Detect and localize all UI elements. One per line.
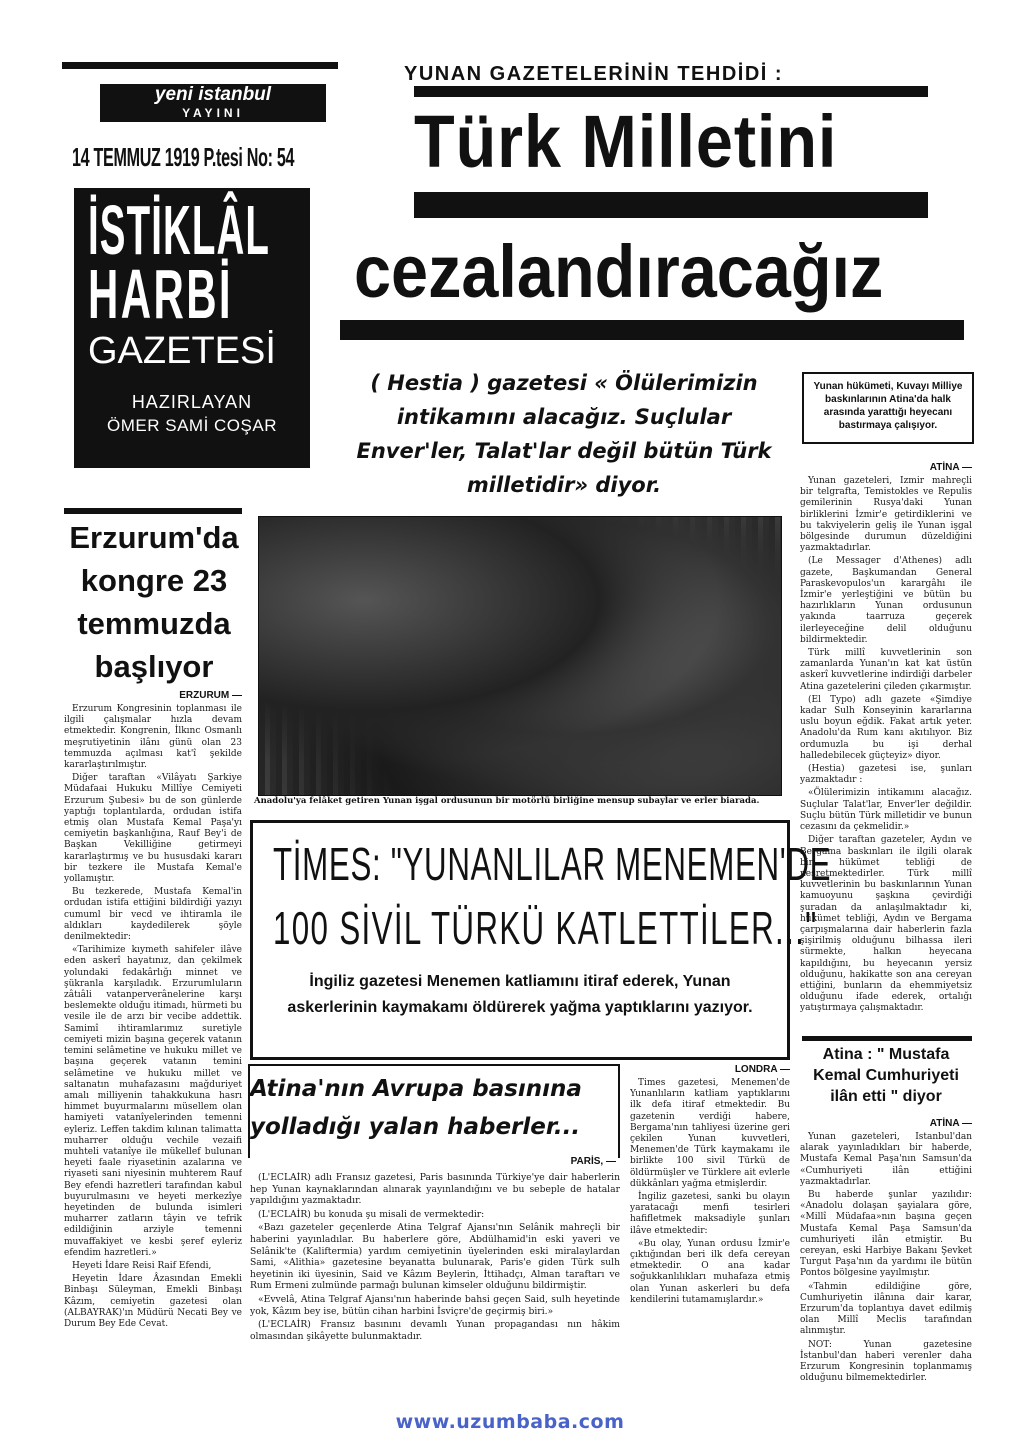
right-paragraph: (Le Messager d'Athenes) adlı gazete, Başkumandan General Paraskevopulos'un karargâhı ile İzmir'e yerleştiğini ve bütün bu hazırlıkların Yunan ordusunun yakında taarruza geçerek ilerleyeceğine delil olduğunu bildirmektedir.	[800, 556, 972, 645]
photo-caption: Anadolu'ya felâket getiren Yunan işgal ordusunun bir motörlü birliğine mensup subaylar ve erler biarada.	[254, 796, 760, 806]
headline-line-2: cezalandıracağız	[354, 230, 884, 313]
ataturk-paragraph: Bu haberde şunlar yazılıdır: «Anadolu dolaşan şayialara göre, «Millî Müdafaa»nın başına geçen Mustafa Kemal Paşa Samsun'da cumhuriyeti ilân etmiştir. Bu cereyan, eski Harbiye Bakanı Şevket Turgut Paşa'nın da yardımı ile bütün Pontos bölgesine yayılmıştır.	[800, 1190, 972, 1279]
kicker-rule	[414, 86, 928, 97]
london-paragraph: İngiliz gazetesi, sanki bu olayın yaratacağı menfi tesirleri hafifletmek maksadiyle şunları ilâve etmektedir:	[630, 1192, 790, 1236]
london-dateline: LONDRA —	[734, 1064, 790, 1075]
erzurum-dateline: ERZURUM —	[179, 690, 242, 701]
paris-paragraph: (L'ECLAİR) adlı Fransız gazetesi, Paris basınında Türkiye'ye dair haberlerin hep Yunan kaynaklarından alınarak yayınlandığını ve bu sebeple de hatalar yapıldığını yazmaktadır.	[250, 1172, 620, 1207]
erzurum-body	[64, 704, 242, 1418]
paris-paragraph: (L'ECLAİR) Fransız basınını devamlı Yunan propagandası nın hâkim olmasından şikâyette bulunmaktadır.	[250, 1319, 620, 1342]
prepared-by: HAZIRLAYAN	[131, 392, 253, 412]
right-paragraph: (El Typo) adlı gazete «Şimdiye kadar Sulh Konseyinin kararlarına uslu boyun eğdik. Fakat artık yeter. Anadolu'da Rum kanı akıtılıyor. Biz ordumuzla bu işi derhal halledebilecek güçteyiz» diyor.	[800, 694, 972, 761]
headline-line-1: Türk Milletini	[414, 100, 838, 183]
ataturk-paragraph: Yunan gazeteleri, İstanbul'dan alarak yayınladıkları bir haberde, Mustafa Kemal Paşa'nın Samsun'da «Cumhuriyeti ilân ettiğini yazmaktadırlar.	[800, 1132, 972, 1187]
author: ÖMER SAMİ COŞAR	[107, 416, 277, 435]
issue-line: 14 TEMMUZ 1919 P.tesi No: 54	[72, 142, 295, 172]
headline-kicker: YUNAN GAZETELERİNİN TEHDİDİ :	[404, 63, 784, 85]
erzurum-headline: Erzurum'da kongre 23 temmuzda başlıyor	[69, 520, 239, 684]
london-paragraph: Times gazetesi, Menemen'de Yunanlıların katliam yaptıklarını ilk defa itiraf etmektedir. Bu gazetenin verdiği habere, Bergama'nın tahliyesi üzerine geri çekilen Yunan kuvvetleri, Menemen'de Türk kaymakamı ile birlikte 100 sivil Türkü de öldürmüşler ve Türklere ait evlerle dükkânları yağma etmişlerdir.	[630, 1078, 790, 1189]
right-boxed-note: Yunan hükümeti, Kuvayı Milliye baskınlarının Atina'da halk arasında yarattığı heyecanı bastırmaya çalışıyor.	[802, 372, 974, 444]
right-paragraph: Diğer taraftan gazeteler, Aydın ve Bergama baskınları ile ilgili olarak bir hükümet tebliği de neşretmektedirler. Türk millî kuvvetlerinin bu baskınlarının Yunan kamuoyunu şaşkına çevirdiği şuradan da anlaşılmaktadır ki, hükümet tebliği, Aydın ve Bergama çarpışmalarına dair haberlerin fazla şişirilmiş olduğunu bilhassa ileri sürmekte, halkın heyecana kapıldığını, bu heyecanın yersiz olduğunu, hakikatte son ana cereyan ettiğini, bunların da ehemmiyetsiz olduğunu ifade ederek, ortalığı yatıştırmaya çalışmaktadır.	[800, 835, 972, 1014]
news-photo	[258, 516, 782, 796]
times-headline-2: 100 SİVİL TÜRKÜ KATLETTİLER..."	[273, 902, 818, 954]
masthead-rule	[62, 62, 338, 69]
headline-rule-2	[340, 320, 964, 340]
paris-paragraph: «Bazı gazeteler geçenlerde Atina Telgraf Ajansı'nın Selânik mahreçli bir haberini yayınladılar. Bu haberlere göre, Abdülhamid'in eski yaveri ve Selânik'te (Kaliftermia) yardım cemiyetinin üyelerinden eski miralaylardan Sami, «Alithia» gazetesine beyanatta bulunarak, Paris'e giden Türk sulh heyetinin iki üyesinin, Said ve Kâzım Beylerin, İttihadçı, Alman taraftarı ve Rum Ermeni zulmünde parmağı bulunan kimseler olduğunu bildirmiştir.	[250, 1222, 620, 1292]
london-paragraph: «Bu olay, Yunan ordusu İzmir'e çıktığından beri ilk defa cereyan etmektedir. O ana kadar soğukkanlılıkları muhafaza etmiş olan Yunan askerleri bu defa kendilerini tutamamışlardır.»	[630, 1238, 790, 1305]
paris-paragraph: «Evvelâ, Atina Telgraf Ajansı'nın haberinde bahsi geçen Said, sulh heyetinde yok, Kâzım bey ise, bütün cihan harbini İsviçre'de geçirmiş biri.»	[250, 1293, 620, 1317]
ataturk-dateline: ATİNA —	[929, 1118, 972, 1129]
headline-deck: ( Hestia ) gazetesi « Ölülerimizin intikamını alacağız. Suçlular Enver'ler, Talat'lar değil bütün Türk milletidir» diyor.	[356, 371, 772, 497]
erzurum-paragraph: Erzurum Kongresinin toplanması ile ilgili çalışmalar hızla devam etmektedir. Kongrenin, İlkınc Osmanlı meşrutiyetinin ilânı günü olan 23 temmuzda açılması kat'î şekilde kararlaştırılmıştır.	[64, 704, 242, 771]
paper-logo	[74, 188, 310, 468]
right-rule	[802, 1036, 972, 1041]
ataturk-paragraph: NOT: Yunan gazetesine İstanbul'dan haberi verenler daha Erzurum Kongresinin toplanmamış olduğunu bilmemektedirler.	[800, 1339, 972, 1384]
right-paragraph: «Ölülerimizin intikamını alacağız. Suçlular Talat'lar, Enver'ler değildir. Suçlu bütün Türk milletidir ve bunun cezasını da çekmelidir.»	[800, 788, 972, 833]
right-body	[800, 476, 972, 1030]
right-dateline: ATİNA —	[929, 462, 972, 473]
brand-sub: YAYINI	[182, 106, 244, 120]
ataturk-headline: Atina : " Mustafa Kemal Cumhuriyeti ilân etti " diyor	[813, 1046, 959, 1105]
masthead	[62, 62, 338, 180]
ataturk-paragraph: «Tahmin edildiğine göre, Cumhuriyetin ilânına dair karar, Erzurum'da toplantıya davet edilmiş olan Millî Meclis tarafından alınmıştır.	[800, 1281, 972, 1337]
times-headline-1: TİMES: "YUNANLILAR MENEMEN'DE	[273, 838, 832, 890]
right-paragraph: Yunan gazeteleri, İzmir mahreçli bir telgrafta, Temistokles ve Repulis gemilerinin Rusya'daki Yunan birliklerini İzmir'e getirdiklerini ve bu takviyelerin geliş ile Yunan işgal bölgesinde durumun düzeldiğini yazmaktadırlar.	[800, 476, 972, 554]
ataturk-body	[800, 1132, 972, 1422]
erzurum-paragraph: Heyeti İdare Reisi Raif Efendi,	[72, 1260, 212, 1271]
paris-headline: Atina'nın Avrupa basınına yolladığı yalan haberler...	[250, 1076, 582, 1140]
right-paragraph: Türk millî kuvvetlerinin son zamanlarda Yunan'ın kat kat üstün askerî kuvvetlerine indirdiği darbeler Atina gazetelerini çileden çıkarmıştır.	[800, 648, 972, 692]
brand-name: yeni istanbul	[154, 84, 272, 105]
times-box	[250, 820, 832, 1060]
times-deck: İngiliz gazetesi Menemen katliamını itiraf ederek, Yunan askerlerinin kaymakamı öldürerek yağma yaptıklarını yazıyor.	[287, 973, 753, 1016]
logo-line-3: GAZETESİ	[88, 330, 276, 372]
logo-line-1: İSTİKLÂL	[88, 191, 271, 269]
erzurum-paragraph: Heyetin İdare Âzasından Emekli Binbaşı Süleyman, Emekli Binbaşı Kâzım, cemiyetin gazetesi olan (ALBAYRAK)'ın Müdürü Necati Bey ve Durum Bey Ede Cevat.	[64, 1274, 242, 1329]
paris-dateline: PARİS, —	[570, 1156, 616, 1167]
erzurum-paragraph: Bu tezkerede, Mustafa Kemal'in ordudan istifa ettiğini bildirdiği yazıyı cumuml bir vecd ve ihtiramla ile aldıkları kaydedilerek şöyle denilmektedir:	[64, 887, 242, 943]
brand-box	[100, 84, 326, 122]
right-paragraph: (Hestia) gazetesi ise, şunları yazmaktadır :	[800, 764, 972, 786]
watermark-link[interactable]: www.uzumbaba.com	[395, 1411, 625, 1433]
logo-line-2: HARBİ	[88, 255, 233, 333]
london-body	[630, 1078, 790, 1402]
erzurum-paragraph: Diğer taraftan «Vilâyatı Şarkiye Müdafaai Hukuku Millîye Cemiyeti Erzurum Şubesi» bu de son günlerde yaptığı toplantılarda, ordudan istifa etmiş olan Mustafa Kemal Paşa'yı cemiyetin başkanlığına, Rauf Bey'i de Başkan Vekilliğine getirmeyi kararlaştırmış ve bu hususdaki kararı bir tezkere ile Mustafa Kemal'e yollamıştır.	[64, 773, 242, 885]
erzurum-paragraph: «Tarihimize kıymeth sahifeler ilâve eden askerî hayatınız, dan çekilmek yolundaki fedakârlığı minnet ve şükranla karşıladık. Erzurumluların zâtıâli vatanperverânelerine karşı beslemekte olduğu itimadı, hürmeti bu vesile ile de arzı bir vecibe addettik. Samimî ihtiramlarımız suretiyle cemiyeti mizin başına geçerek vatanın temini selâmetine ve hukuku millet ve başına geçerek vatanın temini selâmetine ve hukuku millet ve saltanatın muhafazasını mağduriyet amalı milliyenin tahakkukuna hasrı himmet buyurmalarını müsellem olan hamiyeti vatanîyelerinden temenni eyleriz. Leffen takdim kılınan talimatta muharrer olduğu vechile vezaifi muhteli vatanîye ile mükellef bulunan heyeti faale riyasetinin azalarına ve riyaseti sani niyesinin muhterem Rauf Bey efendi hazretleri tarafından kabul buyurulmasını ve heyeti merkezîye heyetinden de bulunda isimleri muharrer zatların tâyin ve tefrik edildiğinin arziyle temenni muvaffakiyet ve kesbi şeref eyleriz efendim hazretleri.»	[64, 945, 242, 1258]
paris-body	[250, 1172, 620, 1408]
paris-paragraph: (L'ECLAİR) bu konuda şu misali de vermektedir:	[258, 1208, 485, 1220]
headline-rule-1	[414, 192, 928, 218]
left-column-rule	[64, 508, 242, 514]
